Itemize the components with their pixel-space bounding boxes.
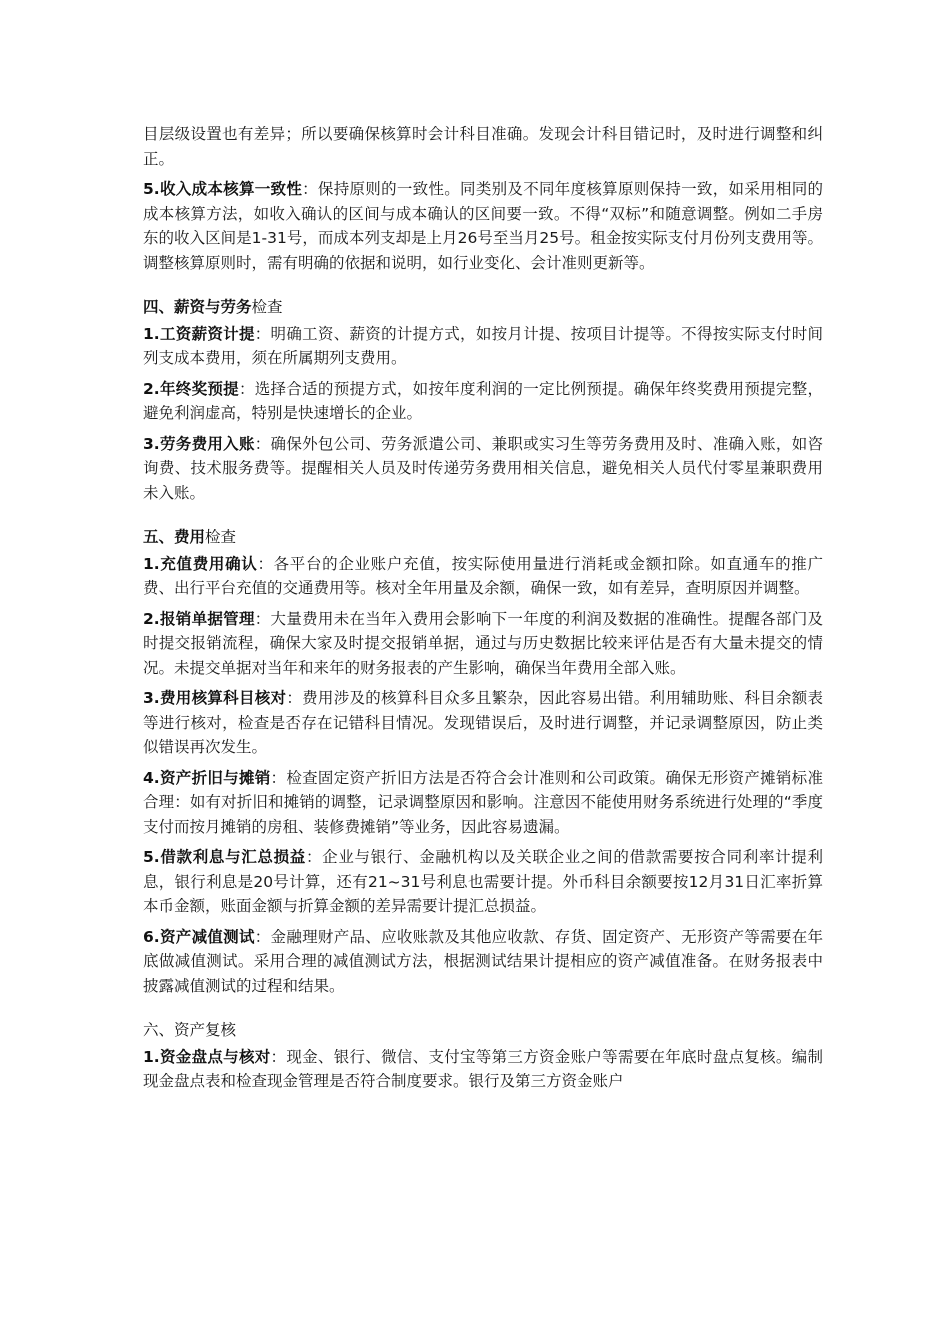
item-body: ：费用涉及的核算科目众多且繁杂，因此容易出错。利用辅助账、科目余额表等进行核对，检查是否存在记错科目情况。发现错误后，及时进行调整，并记录调整原因，防止类似错误再次发生。 — [143, 689, 823, 756]
item-body: ：选择合适的预提方式，如按年度利润的一定比例预提。确保年终奖费用预提完整，避免利润虚高，特别是快速增长的企业。 — [143, 379, 823, 422]
item-body: ：各平台的企业账户充值，按实际使用量进行消耗或金额扣除。如直通车的推广费、出行平台充值的交通费用等。核对全年用量及余额，确保一致，如有差异，查明原因并调整。 — [143, 554, 823, 597]
item-body: ：企业与银行、金融机构以及关联企业之间的借款需要按合同利率计提利息，银行利息是20号计算，还有21~31号利息也需要计提。外币科目余额要按12月31日汇率折算本币金额，账面金额与折算金额的差异需要计提汇总损益。 — [143, 848, 823, 915]
list-item — [143, 766, 823, 840]
section-heading-asset-review — [143, 1018, 823, 1043]
list-item — [143, 686, 823, 760]
item-number: 3. — [143, 689, 160, 707]
list-item — [143, 432, 823, 506]
item-number: 5. — [143, 848, 160, 866]
list-item — [143, 552, 823, 601]
item-number: 1. — [143, 554, 160, 573]
item-number: 5. — [143, 180, 160, 198]
intro-paragraph — [143, 122, 823, 171]
paragraph-income-cost-consistency — [143, 177, 823, 275]
intro-text: 目层级设置也有差异；所以要确保核算时会计科目准确。发现会计科目错记时，及时进行调整和纠正。 — [143, 125, 823, 168]
item-body: ：检查固定资产折旧方法是否符合会计准则和公司政策。确保无形资产摊销标准合理：如有对折旧和摊销的调整，记录调整原因和影响。注意因不能使用财务系统进行处理的“季度支付而按月摊销的房租、装修费摊销”等业务，因此容易遗漏。 — [143, 768, 823, 836]
item-title: 报销单据管理 — [159, 609, 255, 628]
item-number: 1. — [143, 324, 160, 343]
item-title: 资金盘点与核对 — [159, 1047, 271, 1066]
item-number: 6. — [143, 927, 160, 946]
heading-rest: 检查 — [205, 528, 237, 546]
list-item — [143, 322, 823, 371]
item-title: 充值费用确认 — [159, 554, 258, 573]
item-title: 年终奖预提 — [159, 379, 239, 398]
document-body — [143, 122, 823, 1100]
item-number: 1. — [143, 1047, 160, 1066]
item-number: 3. — [143, 434, 160, 453]
item-body: ：金融理财产品、应收账款及其他应收款、存货、固定资产、无形资产等需要在年底做减值测试。采用合理的减值测试方法，根据测试结果计提相应的资产减值准备。在财务报表中披露减值测试的过程和结果。 — [143, 927, 823, 995]
heading-bold: 四、薪资与劳务 — [143, 298, 252, 316]
item-number: 2. — [143, 379, 160, 398]
item-title: 工资薪资计提 — [159, 324, 255, 343]
item-title: 借款利息与汇总损益 — [159, 848, 306, 866]
item-body: ：明确工资、薪资的计提方式，如按月计提、按项目计提等。不得按实际支付时间列支成本费用，须在所属期列支费用。 — [143, 324, 823, 367]
item-number: 2. — [143, 609, 160, 628]
item-body: ：保持原则的一致性。同类别及不同年度核算原则保持一致，如采用相同的成本核算方法，如收入确认的区间与成本确认的区间要一致。不得“双标”和随意调整。例如二手房东的收入区间是1-31号，而成本列支却是上月26号至当月25号。租金按实际支付月份列支费用等。调整核算原则时，需有明确的依据和说明，如行业变化、会计准则更新等。 — [143, 180, 823, 272]
item-body: ：大量费用未在当年入费用会影响下一年度的利润及数据的准确性。提醒各部门及时提交报销流程，确保大家及时提交报销单据，通过与历史数据比较来评估是否有大量未提交的情况。未提交单据对当年和来年的财务报表的产生影响，确保当年费用全部入账。 — [143, 609, 823, 677]
heading-bold: 五、费用 — [143, 528, 206, 546]
item-title: 收入成本核算一致性 — [159, 180, 303, 198]
item-body: ：确保外包公司、劳务派遣公司、兼职或实习生等劳务费用及时、准确入账，如咨询费、技术服务费等。提醒相关人员及时传递劳务费用相关信息，避免相关人员代付零星兼职费用未入账。 — [143, 434, 823, 502]
section-heading-salary — [143, 295, 823, 320]
list-item — [143, 1045, 823, 1094]
section-heading-expense — [143, 525, 823, 550]
item-title: 资产减值测试 — [159, 927, 255, 946]
list-item — [143, 845, 823, 919]
item-title: 费用核算科目核对 — [159, 689, 287, 707]
heading-text: 六、资产复核 — [143, 1021, 237, 1039]
list-item — [143, 377, 823, 426]
item-title: 劳务费用入账 — [159, 434, 255, 453]
list-item — [143, 607, 823, 681]
item-title: 资产折旧与摊销 — [159, 768, 271, 787]
item-number: 4. — [143, 768, 160, 787]
heading-rest: 检查 — [251, 298, 283, 316]
list-item — [143, 925, 823, 999]
item-body: ：现金、银行、微信、支付宝等第三方资金账户等需要在年底时盘点复核。编制现金盘点表和检查现金管理是否符合制度要求。银行及第三方资金账户 — [143, 1047, 823, 1090]
